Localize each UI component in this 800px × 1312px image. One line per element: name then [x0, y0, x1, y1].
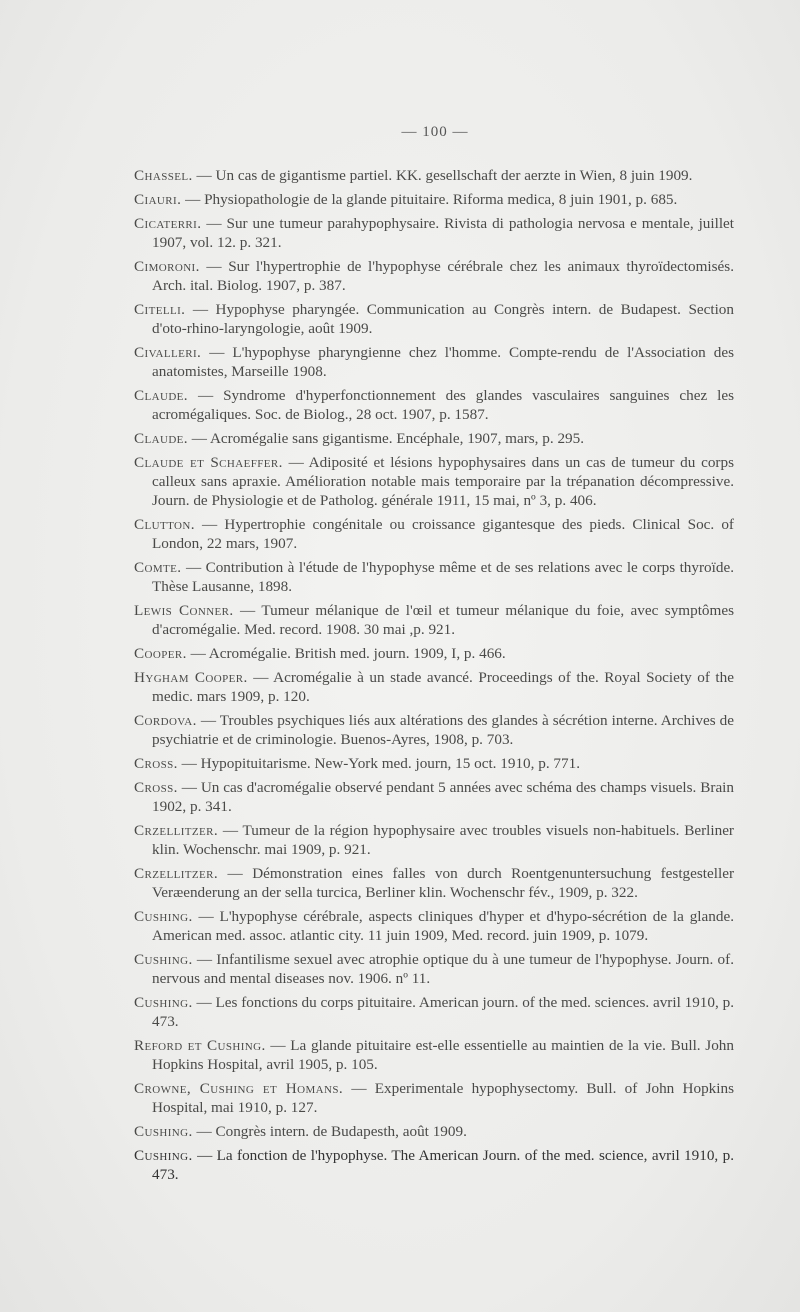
reference-text: — Sur l'hypertrophie de l'hypophyse cérébrale chez les animaux thyroïdectomisés. Arch. ital. Biolog. 1907, p. 387.	[152, 258, 734, 294]
reference-text: — Acromégalie à un stade avancé. Proceedings of the. Royal Society of the medic. mars 1909, p. 120.	[152, 669, 734, 705]
reference-author: Cushing.	[134, 994, 193, 1011]
reference-text: — Congrès intern. de Budapesth, août 1909.	[192, 1123, 467, 1140]
reference-author: Ciauri.	[134, 191, 182, 208]
reference-entry	[134, 601, 734, 639]
reference-text: — L'hypophyse cérébrale, aspects cliniques d'hyper et d'hypo-sécrétion de la glande. American med. assoc. atlantic city. 11 juin 1909, Med. record. juin 1909, p. 1079.	[152, 908, 734, 944]
reference-text: — Troubles psychiques liés aux altérations des glandes à sécrétion interne. Archives de psychiatrie et de criminologie. Buenos-Ayres, 1908, p. 703.	[152, 712, 734, 748]
reference-author: Lewis Conner.	[134, 602, 234, 619]
reference-text: — Experimentale hypophysectomy. Bull. of John Hopkins Hospital, mai 1910, p. 127.	[152, 1080, 734, 1116]
reference-text: — La fonction de l'hypophyse. The American Journ. of the med. science, avril 1910, p. 473.	[152, 1147, 734, 1183]
reference-entry	[134, 386, 734, 424]
reference-author: Cicaterri.	[134, 215, 202, 232]
reference-text: — Sur une tumeur parahypophysaire. Rivista di pathologia nervosa e mentale, juillet 1907, vol. 12. p. 321.	[152, 215, 734, 251]
reference-entry	[134, 166, 734, 185]
reference-author: Hygham Cooper.	[134, 669, 248, 686]
reference-author: Citelli.	[134, 301, 186, 318]
reference-text: — Hypertrophie congénitale ou croissance gigantesque des pieds. Clinical Soc. of London, 22 mars, 1907.	[152, 516, 734, 552]
reference-author: Cimoroni.	[134, 258, 200, 275]
reference-author: Claude et Schaeffer.	[134, 454, 283, 471]
reference-author: Crzellitzer.	[134, 865, 219, 882]
reference-entry	[134, 754, 734, 773]
reference-author: Cushing.	[134, 1123, 193, 1140]
reference-entry	[134, 190, 734, 209]
reference-entry	[134, 778, 734, 816]
reference-author: Cushing.	[134, 1147, 193, 1164]
reference-text: — Contribution à l'étude de l'hypophyse même et de ses relations avec le corps thyroïde. Thèse Lausanne, 1898.	[152, 559, 734, 595]
reference-entry	[134, 821, 734, 859]
reference-author: Cross.	[134, 779, 178, 796]
reference-author: Reford et Cushing.	[134, 1037, 266, 1054]
reference-text: — Un cas de gigantisme partiel. KK. gesellschaft der aerzte in Wien, 8 juin 1909.	[192, 167, 693, 184]
reference-text: — Infantilisme sexuel avec atrophie optique du à une tumeur de l'hypophyse. Journ. of. nervous and mental diseases nov. 1906. nº 11.	[152, 951, 734, 987]
reference-text: — Un cas d'acromégalie observé pendant 5 années avec schéma des champs visuels. Brain 1902, p. 341.	[152, 779, 734, 815]
page-number: — 100 —	[401, 124, 469, 140]
reference-author: Chassel.	[134, 167, 193, 184]
reference-entry	[134, 644, 734, 663]
reference-text: — Acromégalie. British med. journ. 1909, I, p. 466.	[186, 645, 506, 662]
reference-text: — Physiopathologie de la glande pituitaire. Riforma medica, 8 juin 1901, p. 685.	[181, 191, 678, 208]
reference-entry	[134, 1036, 734, 1074]
reference-entry	[134, 257, 734, 295]
reference-entry	[134, 1146, 734, 1184]
reference-text: — Tumeur de la région hypophysaire avec troubles visuels non-habituels. Berliner klin. Wochenschr. mai 1909, p. 921.	[152, 822, 734, 858]
reference-text: — Hypopituitarisme. New-York med. journ, 15 oct. 1910, p. 771.	[177, 755, 580, 772]
reference-author: Cooper.	[134, 645, 187, 662]
reference-entry	[134, 1122, 734, 1141]
reference-entry	[134, 558, 734, 596]
reference-entry	[134, 864, 734, 902]
reference-entry	[134, 668, 734, 706]
reference-author: Civalleri.	[134, 344, 202, 361]
reference-entry	[134, 950, 734, 988]
reference-text: — La glande pituitaire est-elle essentielle au maintien de la vie. Bull. John Hopkins Hospital, avril 1905, p. 105.	[152, 1037, 734, 1073]
reference-text: — Adiposité et lésions hypophysaires dans un cas de tumeur du corps calleux sans apraxie. Amélioration notable mais temporaire par la trépanation décompressive. Journ. de Physiologie et de Patholog. générale 1911, 15 mai, nº 3, p. 406.	[152, 454, 734, 509]
reference-text: — Les fonctions du corps pituitaire. American journ. of the med. sciences. avril 1910, p. 473.	[152, 994, 734, 1030]
reference-entry	[134, 515, 734, 553]
reference-text: — L'hypophyse pharyngienne chez l'homme. Compte-rendu de l'Association des anatomistes, Marseille 1908.	[152, 344, 734, 380]
reference-text: — Démonstration eines falles von durch Roentgenuntersuchung festgesteller Veræenderung an der sella turcica, Berliner klin. Wochenschr fév., 1909, p. 322.	[152, 865, 734, 901]
reference-author: Claude.	[134, 387, 188, 404]
reference-text: — Syndrome d'hyperfonctionnement des glandes vasculaires sanguines chez les acromégaliques. Soc. de Biolog., 28 oct. 1907, p. 1587.	[152, 387, 734, 423]
reference-author: Cross.	[134, 755, 178, 772]
reference-entry	[134, 907, 734, 945]
reference-list	[134, 166, 734, 1189]
reference-entry	[134, 711, 734, 749]
reference-entry	[134, 300, 734, 338]
reference-author: Crowne, Cushing et Homans.	[134, 1080, 344, 1097]
reference-author: Cushing.	[134, 908, 193, 925]
reference-entry	[134, 1079, 734, 1117]
reference-author: Clutton.	[134, 516, 195, 533]
reference-author: Cordova.	[134, 712, 197, 729]
reference-author: Comte.	[134, 559, 182, 576]
reference-text: — Acromégalie sans gigantisme. Encéphale, 1907, mars, p. 295.	[188, 430, 585, 447]
reference-entry	[134, 343, 734, 381]
reference-entry	[134, 429, 734, 448]
reference-author: Cushing.	[134, 951, 193, 968]
reference-author: Crzellitzer.	[134, 822, 219, 839]
reference-entry	[134, 993, 734, 1031]
reference-entry	[134, 453, 734, 510]
reference-text: — Hypophyse pharyngée. Communication au Congrès intern. de Budapest. Section d'oto-rhino-laryngologie, août 1909.	[152, 301, 734, 337]
reference-text: — Tumeur mélanique de l'œil et tumeur mélanique du foie, avec symptômes d'acromégalie. Med. record. 1908. 30 mai ,p. 921.	[152, 602, 734, 638]
reference-author: Claude.	[134, 430, 188, 447]
reference-entry	[134, 214, 734, 252]
